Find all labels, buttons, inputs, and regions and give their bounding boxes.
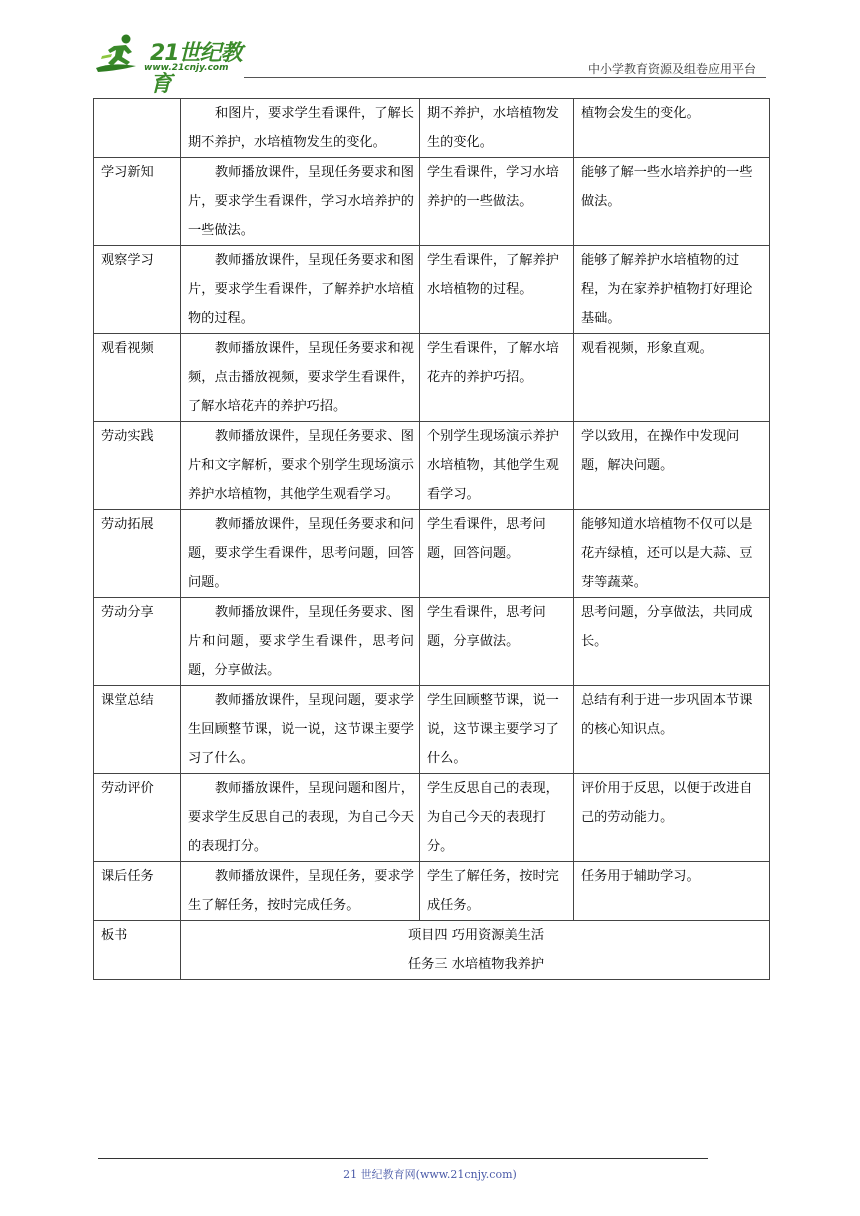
platform-name: 中小学教育资源及组卷应用平台	[587, 62, 756, 76]
stage-cell: 劳动实践	[94, 422, 181, 510]
table-row	[94, 862, 770, 921]
student-activity-cell: 学生反思自己的表现，为自己今天的表现打分。	[420, 774, 574, 862]
lesson-plan-table	[93, 98, 770, 980]
teacher-activity-cell: 教师播放课件，呈现任务要求和视频，点击播放视频，要求学生看课件，了解水培花卉的养护巧招。	[181, 334, 420, 422]
design-intent-cell: 总结有利于进一步巩固本节课的核心知识点。	[574, 686, 770, 774]
design-intent-cell: 思考问题，分享做法，共同成长。	[574, 598, 770, 686]
table-row	[94, 246, 770, 334]
logo-url: www.21cnjy.com	[144, 63, 229, 73]
stage-cell: 观察学习	[94, 246, 181, 334]
table-row	[94, 334, 770, 422]
board-content	[181, 921, 770, 980]
design-intent-cell: 植物会发生的变化。	[574, 99, 770, 158]
runner-icon	[92, 32, 150, 76]
student-activity-cell: 学生了解任务，按时完成任务。	[420, 862, 574, 921]
student-activity-cell: 学生回顾整节课，说一说，这节课主要学习了什么。	[420, 686, 574, 774]
header-divider	[244, 77, 766, 78]
footer-source[interactable]: 21 世纪教育网(www.21cnjy.com)	[343, 1168, 517, 1181]
table-row	[94, 598, 770, 686]
design-intent-cell: 任务用于辅助学习。	[574, 862, 770, 921]
teacher-activity-cell: 教师播放课件，呈现任务要求和图片，要求学生看课件，学习水培养护的一些做法。	[181, 158, 420, 246]
stage-cell: 观看视频	[94, 334, 181, 422]
student-activity-cell: 学生看课件，了解水培花卉的养护巧招。	[420, 334, 574, 422]
stage-cell: 劳动评价	[94, 774, 181, 862]
board-row	[94, 921, 770, 980]
teacher-activity-cell: 教师播放课件，呈现任务要求和图片，要求学生看课件，了解养护水培植物的过程。	[181, 246, 420, 334]
student-activity-cell: 期不养护，水培植物发生的变化。	[420, 99, 574, 158]
stage-cell: 课堂总结	[94, 686, 181, 774]
board-line-project: 项目四 巧用资源美生活	[407, 928, 545, 943]
stage-cell: 劳动拓展	[94, 510, 181, 598]
teacher-activity-cell: 教师播放课件，呈现任务要求、图片和文字解析，要求个别学生现场演示养护水培植物，其他学生观看学习。	[181, 422, 420, 510]
table-row	[94, 99, 770, 158]
logo-text: 21世纪教育	[150, 41, 242, 97]
board-line-task: 任务三 水培植物我养护	[407, 957, 545, 972]
design-intent-cell: 能够了解一些水培养护的一些做法。	[574, 158, 770, 246]
teacher-activity-cell: 教师播放课件，呈现任务要求、图片和问题，要求学生看课件，思考问题，分享做法。	[181, 598, 420, 686]
stage-cell	[94, 99, 181, 158]
page-header	[92, 30, 766, 97]
design-intent-cell: 能够知道水培植物不仅可以是花卉绿植，还可以是大蒜、豆芽等蔬菜。	[574, 510, 770, 598]
site-logo[interactable]	[92, 32, 262, 97]
board-label: 板书	[94, 921, 181, 980]
lesson-plan-body	[94, 99, 770, 980]
table-row	[94, 158, 770, 246]
student-activity-cell: 学生看课件，了解养护水培植物的过程。	[420, 246, 574, 334]
student-activity-cell: 个别学生现场演示养护水培植物，其他学生观看学习。	[420, 422, 574, 510]
stage-cell: 劳动分享	[94, 598, 181, 686]
teacher-activity-cell: 教师播放课件，呈现问题和图片，要求学生反思自己的表现，为自己今天的表现打分。	[181, 774, 420, 862]
teacher-activity-cell: 教师播放课件，呈现任务要求和问题，要求学生看课件，思考问题，回答问题。	[181, 510, 420, 598]
student-activity-cell: 学生看课件，思考问题，分享做法。	[420, 598, 574, 686]
student-activity-cell: 学生看课件，思考问题，回答问题。	[420, 510, 574, 598]
footer-divider	[98, 1158, 708, 1159]
teacher-activity-cell: 教师播放课件，呈现任务，要求学生了解任务，按时完成任务。	[181, 862, 420, 921]
design-intent-cell: 观看视频，形象直观。	[574, 334, 770, 422]
table-row	[94, 422, 770, 510]
stage-cell: 课后任务	[94, 862, 181, 921]
design-intent-cell: 能够了解养护水培植物的过程，为在家养护植物打好理论基础。	[574, 246, 770, 334]
table-row	[94, 510, 770, 598]
table-row	[94, 686, 770, 774]
design-intent-cell: 评价用于反思，以便于改进自己的劳动能力。	[574, 774, 770, 862]
design-intent-cell: 学以致用，在操作中发现问题，解决问题。	[574, 422, 770, 510]
teacher-activity-cell: 和图片，要求学生看课件，了解长期不养护，水培植物发生的变化。	[181, 99, 420, 158]
table-row	[94, 774, 770, 862]
student-activity-cell: 学生看课件，学习水培养护的一些做法。	[420, 158, 574, 246]
teacher-activity-cell: 教师播放课件，呈现问题，要求学生回顾整节课，说一说，这节课主要学习了什么。	[181, 686, 420, 774]
stage-cell: 学习新知	[94, 158, 181, 246]
